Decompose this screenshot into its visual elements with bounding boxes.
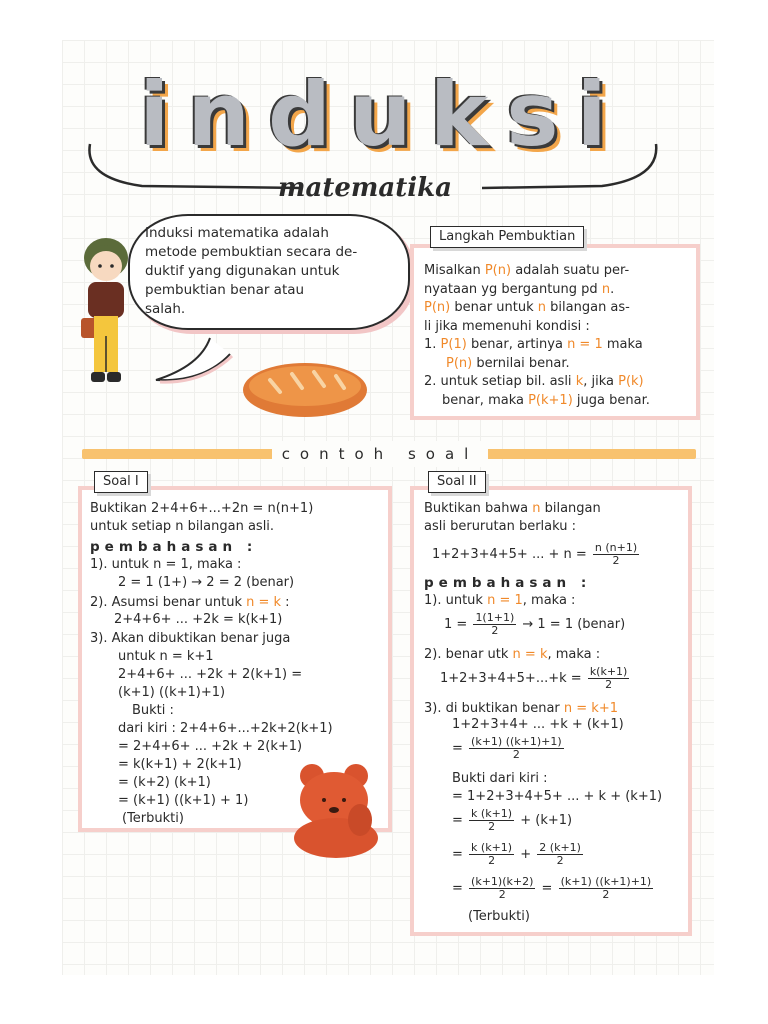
text-fragment: n = k [512,647,548,662]
text-fragment: nyataan yg bergantung pd [424,281,602,297]
text-fragment: 1(1+1) [475,611,515,624]
soal-2-question [424,500,601,518]
text-fragment: 2 [602,888,610,901]
soal-2-terbukti: (Terbukti) [468,909,530,924]
text-fragment: 2 [512,748,520,761]
definition-line: metode pembuktian secara de- [145,244,358,260]
text-fragment: 1. [424,337,441,352]
text-fragment: n = k+1 [563,701,618,716]
text-fragment: k(k+1) [589,665,628,678]
contoh-soal-heading: contoh soal [272,441,488,467]
text-fragment: , jika [583,374,619,389]
text-fragment: benar, maka [442,392,529,408]
text-fragment: 2 [605,678,613,691]
text-fragment: 2). benar utk [424,647,513,662]
speech-tail-icon [150,332,242,392]
text-fragment: n [601,281,611,297]
text-fragment: + [520,847,532,862]
text-fragment: n = 1 [487,593,523,608]
text-fragment: : [281,595,290,610]
text-fragment: n = k [246,595,282,610]
bread-sticker-icon [240,358,370,420]
text-fragment: bilangan as- [546,300,630,315]
text-fragment: k (k+1) [471,841,513,854]
soal-1-step: 2 = 1 (1+) → 2 = 2 (benar) [118,575,295,590]
definition-line: salah. [145,301,186,317]
soal-1-pembahasan-heading: pembahasan : [90,539,258,555]
text-fragment: 1+2+3+4+5+...+k = [440,671,582,686]
proof-steps-label: Langkah Pembuktian [430,226,584,248]
soal-1-bukti-heading: Bukti : [132,703,174,718]
text-fragment: . [610,281,615,297]
text-fragment: P(1) [440,337,467,352]
soal-2-equation [432,542,641,567]
definition-line: duktif yang digunakan untuk [145,263,340,279]
soal-2-bukti-heading: Bukti dari kiri : [452,771,548,786]
text-fragment: + (k+1) [520,813,573,828]
soal-2-proof-line [452,842,585,867]
text-fragment: maka [602,337,643,352]
soal-1-terbukti: (Terbukti) [122,811,184,826]
text-fragment: = [541,881,553,896]
text-fragment: = [452,813,463,828]
soal-1-proof-line: dari kiri : 2+4+6+...+2k+2(k+1) [118,721,333,736]
text-fragment: n = 1 [567,337,603,352]
steps-line [424,355,694,374]
soal-2-proof-line [452,876,655,901]
text-fragment: adalah suatu per- [511,263,630,278]
teddy-bear-sticker-icon [290,760,384,858]
proof-steps-text [424,262,694,410]
steps-line: li jika memenuhi kondisi : [424,318,590,334]
text-fragment: = [452,741,463,756]
text-fragment: Misalkan [424,263,485,278]
definition-text [145,224,400,319]
soal-1-label: Soal I [94,471,148,493]
steps-line [424,392,694,411]
text-fragment: n [537,300,547,315]
soal-1-proof-line: = k(k+1) + 2(k+1) [118,757,242,772]
text-fragment: , maka : [522,593,576,608]
text-fragment: benar untuk [450,300,538,315]
text-fragment: 2 [488,854,496,867]
soal-1-step: untuk n = k+1 [118,649,214,664]
soal-2-proof-line [452,808,572,833]
text-fragment: 2 [556,854,564,867]
soal-1-step: 3). Akan dibuktikan benar juga [90,631,291,646]
steps-line [424,336,694,355]
definition-line: pembuktian benar atau [145,282,305,298]
text-fragment: 2 [491,624,499,637]
text-fragment: , maka : [547,647,601,662]
soal-2-label: Soal II [428,471,486,493]
soal-1-step [90,594,290,612]
soal-2-step: 1+2+3+4+ ... +k + (k+1) [452,717,624,732]
text-fragment: P(n) [484,263,512,278]
soal-1-step: 1). untuk n = 1, maka : [90,557,242,572]
text-fragment: Buktikan bahwa [424,501,533,516]
text-fragment: (k+1) ((k+1)+1) [560,875,652,888]
text-fragment: (k+1)(k+2) [471,875,534,888]
soal-1-step: 2+4+6+ ... +2k = k(k+1) [114,612,283,627]
text-fragment: 3). di buktikan benar [424,701,564,716]
text-fragment: P(k) [618,374,644,389]
soal-2-question: asli berurutan berlaku : [424,519,577,534]
soal-1-question: Buktikan 2+4+6+...+2n = n(n+1) [90,501,314,516]
text-fragment: n [532,501,541,516]
text-fragment: 2 [488,820,496,833]
steps-line [424,299,694,318]
text-fragment: P(n) [424,300,451,315]
page-subtitle: matematika [277,173,452,203]
text-fragment: benar, artinya [466,337,568,352]
text-fragment: 2 (k+1) [539,841,581,854]
soal-2-step [424,592,575,610]
soal-1-question: untuk setiap n bilangan asli. [90,519,275,534]
text-fragment: k [575,374,584,389]
soal-2-step [440,666,631,691]
text-fragment: = [452,881,463,896]
soal-1-step: (k+1) ((k+1)+1) [118,685,226,700]
soal-1-proof-line: = 2+4+6+ ... +2k + 2(k+1) [118,739,303,754]
text-fragment: P(n) [446,355,473,371]
text-fragment: P(k+1) [528,392,573,408]
steps-line [424,262,694,281]
text-fragment: 2 [498,888,506,901]
text-fragment: (k+1) ((k+1)+1) [471,735,562,748]
soal-1-step: 2+4+6+ ... +2k + 2(k+1) = [118,667,303,682]
soal-2-step [424,646,600,664]
soal-2-pembahasan-heading: pembahasan : [424,575,592,591]
student-character-illustration [76,236,136,392]
steps-line [424,281,694,300]
steps-line [424,373,694,392]
soal-2-step [444,612,625,637]
text-fragment: juga benar. [572,392,650,408]
text-fragment: 1 = [444,617,468,632]
text-fragment: = [452,847,463,862]
text-fragment: 1+2+3+4+5+ ... + n = [432,547,587,562]
soal-1-proof-line: = (k+2) (k+1) [118,775,211,790]
text-fragment: bilangan [540,501,601,516]
text-fragment: n (n+1) [594,541,638,554]
text-fragment: k (k+1) [471,807,513,820]
text-fragment: 1). untuk [424,593,488,608]
text-fragment: 2). Asumsi benar untuk [90,595,247,610]
text-fragment: → 1 = 1 (benar) [522,617,626,632]
soal-1-proof-line: = (k+1) ((k+1) + 1) [118,793,249,808]
soal-2-step [452,736,566,761]
text-fragment: 2. untuk setiap bil. asli [424,374,576,389]
page-title: induksi [139,63,625,166]
text-fragment: bernilai benar. [472,355,570,371]
text-fragment: 2 [612,554,620,567]
definition-line: Induksi matematika adalah [145,225,329,241]
soal-2-proof-line: = 1+2+3+4+5+ ... + k + (k+1) [452,789,663,804]
